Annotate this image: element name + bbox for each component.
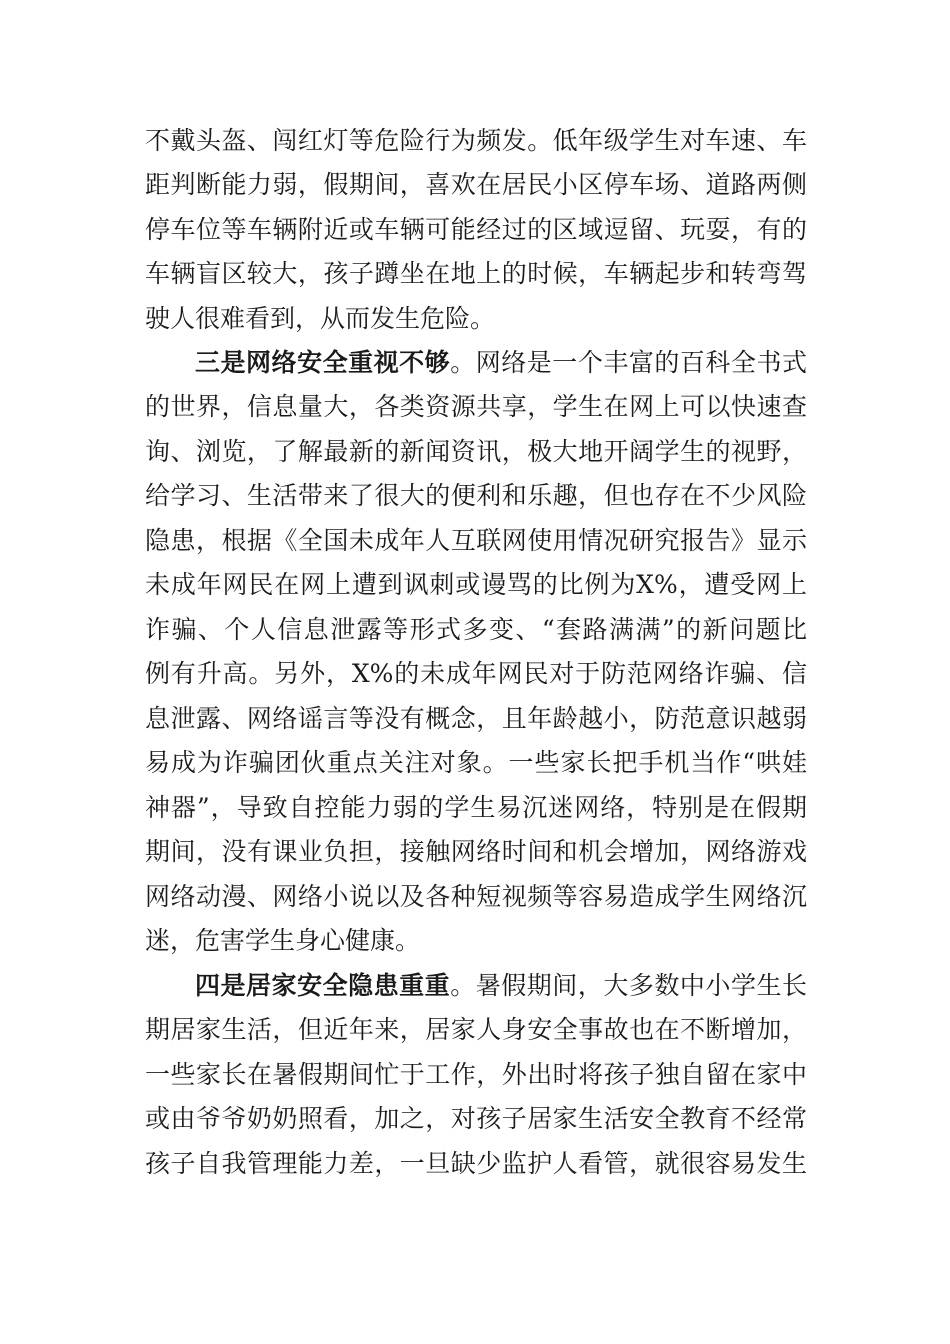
text-line: 迷，危害学生身心健康。: [145, 926, 421, 955]
text-line: 不戴头盔、闯红灯等危险行为频发。低年级学生对车速、车: [145, 126, 807, 155]
text-line: 的世界，信息量大，各类资源共享，学生在网上可以快速查: [145, 392, 807, 421]
text-line: 期间，没有课业负担，接触网络时间和机会增加，网络游戏: [145, 837, 807, 866]
text-line: 一些家长在暑假期间忙于工作，外出时将孩子独自留在家中: [145, 1060, 807, 1089]
text-line: 给学习、生活带来了很大的便利和乐趣，但也存在不少风险: [145, 481, 807, 510]
text-line: 息泄露、网络谣言等没有概念，且年龄越小，防范意识越弱: [145, 704, 807, 733]
text-run: 。暑假期间，大多数中小学生长: [450, 971, 807, 1000]
section-heading: 四是居家安全隐患重重: [195, 971, 451, 1000]
text-line: 易成为诈骗团伙重点关注对象。一些家长把手机当作“哄娃: [145, 748, 807, 777]
text-line: 隐患，根据《全国未成年人互联网使用情况研究报告》显示: [145, 526, 807, 555]
text-line: 停车位等车辆附近或车辆可能经过的区域逗留、玩耍，有的: [145, 215, 807, 244]
text-line: 或由爷爷奶奶照看，加之，对孩子居家生活安全教育不经常: [145, 1104, 807, 1133]
text-line: 询、浏览，了解最新的新闻资讯，极大地开阔学生的视野，: [145, 437, 807, 466]
text-line: 驶人很难看到，从而发生危险。: [145, 304, 496, 333]
text-line: 网络动漫、网络小说以及各种短视频等容易造成学生网络沉: [145, 882, 807, 911]
text-line: 孩子自我管理能力差，一旦缺少监护人看管，就很容易发生: [145, 1149, 807, 1178]
text-line: 未成年网民在网上遭到讽刺或谩骂的比例为X%，遭受网上: [145, 570, 807, 599]
paragraph-first-line: [195, 341, 807, 385]
text-line: 例有升高。另外，X%的未成年网民对于防范网络诈骗、信: [145, 659, 807, 688]
text-line: 神器”，导致自控能力弱的学生易沉迷网络，特别是在假期: [145, 793, 807, 822]
text-run: 。网络是一个丰富的百科全书式: [450, 348, 807, 377]
paragraph-first-line: [195, 964, 807, 1008]
section-heading: 三是网络安全重视不够: [195, 348, 451, 377]
text-line: 距判断能力弱，假期间，喜欢在居民小区停车场、道路两侧: [145, 170, 807, 199]
text-line: 诈骗、个人信息泄露等形式多变、“套路满满”的新问题比: [145, 615, 807, 644]
text-line: 期居家生活，但近年来，居家人身安全事故也在不断增加，: [145, 1015, 807, 1044]
text-line: 车辆盲区较大，孩子蹲坐在地上的时候，车辆起步和转弯驾: [145, 259, 807, 288]
